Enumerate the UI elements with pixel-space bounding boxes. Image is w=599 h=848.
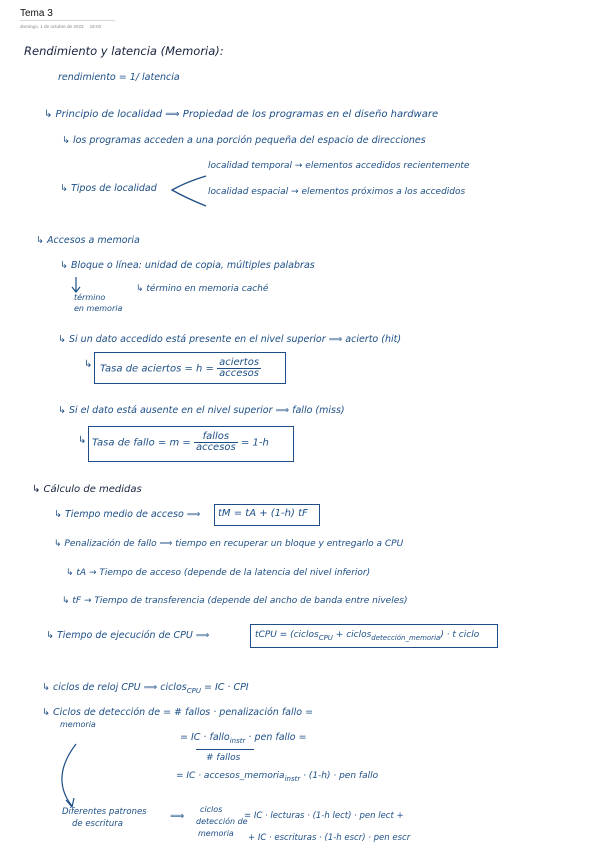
hit-rate-fraction — [217, 358, 261, 379]
cpu-formula-part: ) · t ciclo — [440, 630, 480, 640]
clock-cycles-part: = IC · CPI — [200, 682, 249, 693]
stall-cycles-memory-word: memoria — [60, 720, 96, 729]
cpu-formula-sub: CPU — [318, 634, 333, 642]
write-patterns-label-2: de escritura — [72, 819, 123, 829]
write-patterns-arrow: ⟹ — [170, 811, 185, 822]
hit-rate-formula — [100, 358, 261, 379]
block-definition: ↳ Bloque o línea: unidad de copia, múltiples palabras — [60, 260, 315, 271]
miss-definition: ↳ Si el dato está ausente en el nivel superior ⟹ fallo (miss) — [58, 405, 345, 416]
locality-types-label: ↳ Tipos de localidad — [60, 183, 157, 194]
cache-term: ↳ término en memoria caché — [136, 284, 269, 294]
stall-cycles-line-1: ↳ Ciclos de detección de = # fallos · penalización fallo = — [42, 707, 314, 718]
cpu-formula-sub: detección_memoria — [371, 634, 441, 642]
block-term-label: término — [74, 293, 106, 302]
cpu-exec-time-label: ↳ Tiempo de ejecución de CPU ⟹ — [46, 630, 210, 641]
locality-description: ↳ los programas acceden a una porción pequeña del espacio de direcciones — [62, 135, 426, 146]
clock-cycles-formula — [42, 683, 249, 695]
read-term: = IC · lecturas · (1-h lect) · pen lect + — [244, 811, 404, 821]
spatial-locality: localidad espacial → elementos próximos a los accedidos — [208, 187, 466, 197]
miss-rate-fraction — [194, 432, 238, 453]
clock-cycles-sub: CPU — [186, 687, 201, 695]
stall-mem-label-1: ciclos — [200, 805, 223, 814]
miss-rate-tail: = 1-h — [240, 437, 269, 449]
miss-rate-arrow: ↳ — [78, 435, 87, 446]
locality-principle: ↳ Principio de localidad ⟹ Propiedad de los programas en el diseño hardware — [44, 109, 439, 120]
stall-line-2-part: = IC · fallo — [180, 732, 230, 743]
clock-cycles-part: ↳ ciclos de reloj CPU ⟹ ciclos — [42, 682, 187, 693]
temporal-locality: localidad temporal → elementos accedidos recientemente — [208, 161, 470, 171]
miss-rate-denominator: accesos — [195, 442, 236, 453]
hit-rate-arrow: ↳ — [84, 359, 93, 370]
cpu-formula-part: + ciclos — [332, 630, 372, 640]
date-text: domingo, 1 de octubre de 2023 — [20, 24, 84, 29]
avg-access-formula: tM = tA + (1-h) tF — [218, 508, 308, 519]
transfer-time-definition: ↳ tF → Tiempo de transferencia (depende del ancho de banda entre niveles) — [62, 596, 408, 606]
hit-rate-numerator: aciertos — [219, 357, 260, 368]
stall-cycles-line-4 — [176, 772, 378, 783]
write-patterns-label-1: Diferentes patrones — [62, 807, 147, 817]
hit-rate-label: Tasa de aciertos = h = — [100, 363, 214, 375]
miss-rate-numerator: fallos — [194, 432, 238, 443]
avg-access-time-label: ↳ Tiempo medio de acceso ⟹ — [54, 509, 201, 520]
cpu-formula-part: tCPU = (ciclos — [255, 630, 319, 640]
section-heading-performance: Rendimiento y latencia (Memoria): — [24, 44, 224, 58]
stall-line-2-part: · pen fallo = — [245, 732, 307, 743]
page-title: Tema 3 — [20, 8, 53, 19]
miss-penalty-definition: ↳ Penalización de fallo ⟹ tiempo en recuperar un bloque y entregarlo a CPU — [54, 539, 404, 549]
time-text: 18:03 — [89, 24, 102, 29]
hit-definition: ↳ Si un dato accedido está presente en el nivel superior ⟹ acierto (hit) — [58, 334, 402, 345]
miss-rate-label: Tasa de fallo = m = — [92, 437, 191, 449]
stall-line-4-part: · (1-h) · pen fallo — [300, 771, 379, 781]
stall-mem-label-3: memoria — [198, 829, 234, 838]
stall-cycles-line-2 — [180, 733, 307, 745]
block-term-memory-label: en memoria — [74, 304, 123, 313]
stall-line-2-sub: instr — [229, 737, 246, 745]
miss-rate-formula — [92, 432, 269, 453]
stall-line-4-part: = IC · accesos_memoria — [176, 771, 285, 781]
performance-definition: rendimiento = 1/ latencia — [58, 72, 180, 83]
hit-rate-denominator: accesos — [219, 368, 259, 379]
section-heading-calculations: ↳ Cálculo de medidas — [32, 484, 142, 495]
stall-mem-label-2: detección de — [196, 817, 248, 826]
access-time-definition: ↳ tA → Tiempo de acceso (depende de la latencia del nivel inferior) — [66, 568, 371, 578]
write-term: + IC · escrituras · (1-h escr) · pen escr — [248, 833, 411, 843]
stall-cycles-line-3: # fallos — [206, 753, 241, 763]
cpu-exec-formula — [255, 631, 479, 642]
fraction-line — [196, 749, 254, 750]
stall-line-4-sub: instr — [284, 775, 301, 783]
memory-access-heading: ↳ Accesos a memoria — [36, 235, 140, 246]
